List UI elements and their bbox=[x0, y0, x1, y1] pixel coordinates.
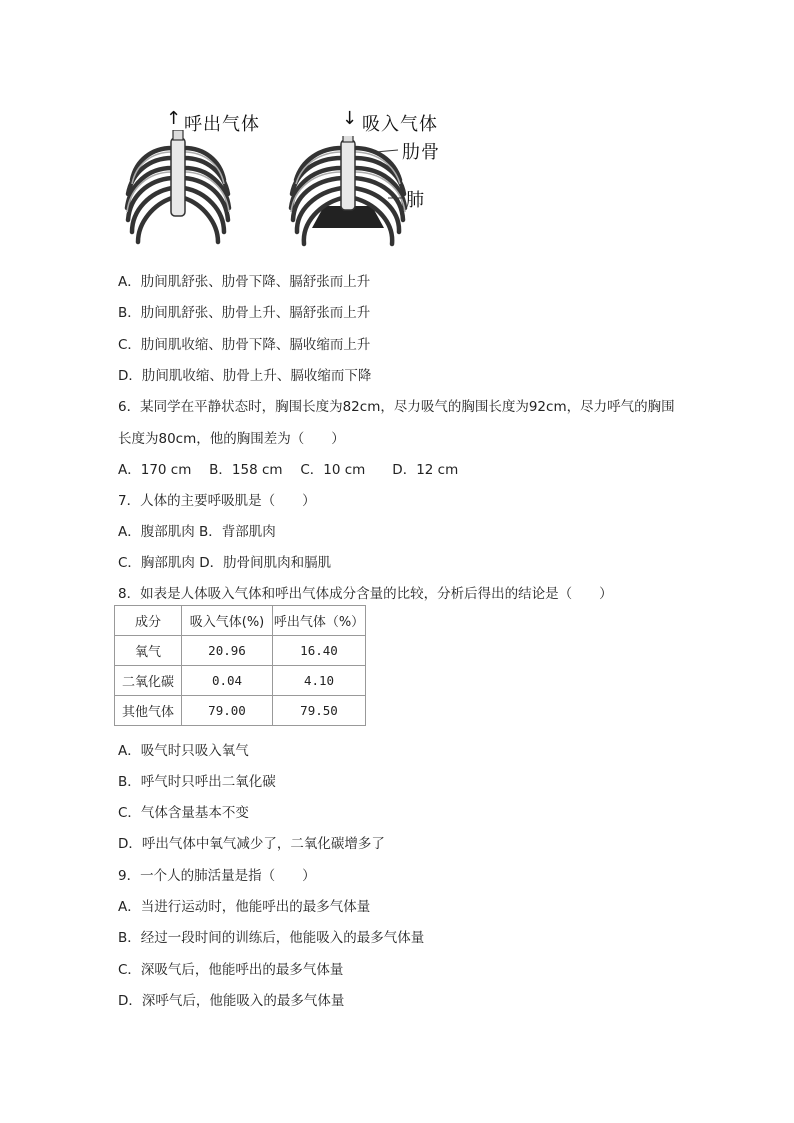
q8-stem: 8．如表是人体吸入气体和呼出气体成分含量的比较，分析后得出的结论是（ ） bbox=[118, 586, 613, 602]
q9-option-c[interactable]: C．深吸气后，他能呼出的最多气体量 bbox=[118, 962, 344, 978]
table-row bbox=[115, 636, 366, 666]
table-header-cell: 成分 bbox=[115, 606, 182, 636]
q6-options[interactable]: A．170 cm B．158 cm C．10 cm D．12 cm bbox=[118, 462, 459, 478]
lung-label: 肺 bbox=[406, 190, 425, 211]
gas-composition-table bbox=[114, 605, 366, 726]
q5-option-d[interactable]: D．肋间肌收缩、肋骨上升、膈收缩而下降 bbox=[118, 368, 372, 384]
q7-options-ab[interactable]: A．腹部肌肉 B．背部肌肉 bbox=[118, 524, 276, 540]
q6-stem-line2: 长度为80cm，他的胸围差为（ ） bbox=[118, 431, 345, 447]
table-cell: 20.96 bbox=[182, 636, 273, 666]
exhale-arrow-icon: ↑ bbox=[166, 108, 182, 129]
q7-options-cd[interactable]: C．胸部肌肉 D．肋骨间肌肉和膈肌 bbox=[118, 555, 332, 571]
table-cell: 0.04 bbox=[182, 666, 273, 696]
q5-option-a[interactable]: A．肋间肌舒张、肋骨下降、膈舒张而上升 bbox=[118, 274, 371, 290]
q9-option-d[interactable]: D．深呼气后，他能吸入的最多气体量 bbox=[118, 993, 345, 1009]
table-row bbox=[115, 666, 366, 696]
q8-option-a[interactable]: A．吸气时只吸入氧气 bbox=[118, 743, 249, 759]
q9-stem: 9．一个人的肺活量是指（ ） bbox=[118, 868, 316, 884]
inhale-label: 吸入气体 bbox=[362, 114, 438, 135]
table-header-cell: 呼出气体（%） bbox=[273, 606, 366, 636]
table-cell: 16.40 bbox=[273, 636, 366, 666]
table-row bbox=[115, 696, 366, 726]
table-cell: 其他气体 bbox=[115, 696, 182, 726]
q8-option-c[interactable]: C．气体含量基本不变 bbox=[118, 805, 249, 821]
inhale-arrow-icon: ↓ bbox=[342, 108, 358, 129]
table-cell: 4.10 bbox=[273, 666, 366, 696]
rib-label: 肋骨 bbox=[402, 142, 440, 163]
q9-option-a[interactable]: A．当进行运动时，他能呼出的最多气体量 bbox=[118, 899, 371, 915]
rib-cage-figure bbox=[118, 106, 478, 256]
q5-option-b[interactable]: B．肋间肌舒张、肋骨上升、膈舒张而上升 bbox=[118, 305, 371, 321]
q6-stem-line1: 6．某同学在平静状态时，胸围长度为82cm，尽力吸气的胸围长度为92cm，尽力呼气的胸围 bbox=[118, 399, 675, 415]
q8-option-b[interactable]: B．呼气时只呼出二氧化碳 bbox=[118, 774, 276, 790]
table-cell: 79.50 bbox=[273, 696, 366, 726]
q9-option-b[interactable]: B．经过一段时间的训练后，他能吸入的最多气体量 bbox=[118, 930, 425, 946]
table-cell: 二氧化碳 bbox=[115, 666, 182, 696]
table-cell: 氧气 bbox=[115, 636, 182, 666]
exhale-label: 呼出气体 bbox=[184, 114, 260, 135]
q8-option-d[interactable]: D．呼出气体中氧气减少了，二氧化碳增多了 bbox=[118, 836, 385, 852]
table-cell: 79.00 bbox=[182, 696, 273, 726]
q5-option-c[interactable]: C．肋间肌收缩、肋骨下降、膈收缩而上升 bbox=[118, 337, 371, 353]
q7-stem: 7．人体的主要呼吸肌是（ ） bbox=[118, 493, 316, 509]
table-header-cell: 吸入气体(%) bbox=[182, 606, 273, 636]
table-header-row bbox=[115, 606, 366, 636]
